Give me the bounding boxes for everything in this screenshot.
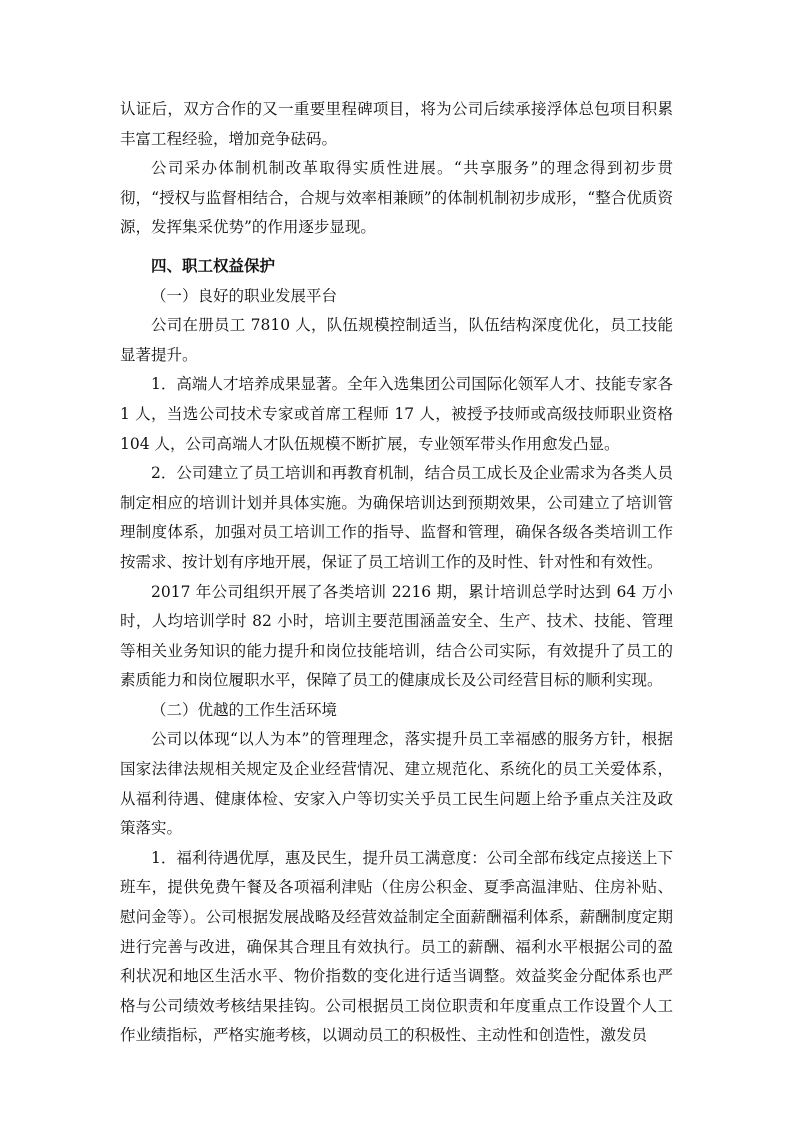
paragraph-people-oriented: 公司以体现“以人为本”的管理理念，落实提升员工幸福感的服务方针，根据国家法律法规相关规定及企业经营情况、建立规范化、系统化的员工关爱体系，从福利待遇、健康体检、安家入户等切实关乎员工民生问题上给予重点关注及政策落实。 <box>120 730 673 838</box>
document-page <box>120 95 673 1051</box>
paragraph-talent-cultivation: 1．高端人才培养成果显著。全年入选集团公司国际化领军人才、技能专家各 1 人，当选公司技术专家或首席工程师 17 人，被授予技师或高级技师职业资格 104 人，公司高端人才队伍规模不断扩展，专业领军带头作用愈发凸显。 <box>120 375 673 453</box>
paragraph-welfare-benefits: 1．福利待遇优厚，惠及民生，提升员工满意度：公司全部布线定点接送上下班车，提供免费午餐及各项福利津贴（住房公积金、夏季高温津贴、住房补贴、慰问金等）。公司根据发展战略及经营效益制定全面薪酬福利体系，薪酬制度定期进行完善与改进，确保其合理且有效执行。员工的薪酬、福利水平根据公司的盈利状况和地区生活水平、物价指数的变化进行适当调整。效益奖金分配体系也严格与公司绩效考核结果挂钩。公司根据员工岗位职责和年度重点工作设置个人工作业绩指标，严格实施考核，以调动员工的积极性、主动性和创造性，激发员 <box>120 848 673 1045</box>
paragraph-training-statistics: 2017 年公司组织开展了各类培训 2216 期，累计培训总学时达到 64 万小时，人均培训学时 82 小时，培训主要范围涵盖安全、生产、技术、技能、管理等相关业务知识的能力提升和岗位技能培训，结合公司实际，有效提升了员工的素质能力和岗位履职水平，保障了员工的健康成长及公司经营目标的顺利实现。 <box>120 582 673 690</box>
paragraph-training-mechanism: 2．公司建立了员工培训和再教育机制，结合员工成长及企业需求为各类人员制定相应的培训计划并具体实施。为确保培训达到预期效果，公司建立了培训管理制度体系，加强对员工培训工作的指导、监督和管理，确保各级各类培训工作按需求、按计划有序地开展，保证了员工培训工作的及时性、针对性和有效性。 <box>120 464 673 571</box>
subsection-title-work-environment: （二）优越的工作生活环境 <box>151 700 338 719</box>
section-title-employee-rights: 四、职工权益保护 <box>151 256 276 275</box>
paragraph-procurement-reform: 公司采办体制机制改革取得实质性进展。“共享服务”的理念得到初步贯彻，“授权与监督相结合，合规与效率相兼顾”的体制机制初步成形，“整合优质资源，发挥集采优势”的作用逐步显现。 <box>120 159 673 237</box>
subsection-title-career-platform: （一）良好的职业发展平台 <box>151 286 338 305</box>
paragraph-continuation: 认证后，双方合作的又一重要里程碑项目，将为公司后续承接浮体总包项目积累丰富工程经验，增加竞争砝码。 <box>120 100 673 148</box>
paragraph-headcount: 公司在册员工 7810 人，队伍规模控制适当，队伍结构深度优化，员工技能显著提升。 <box>120 316 673 364</box>
